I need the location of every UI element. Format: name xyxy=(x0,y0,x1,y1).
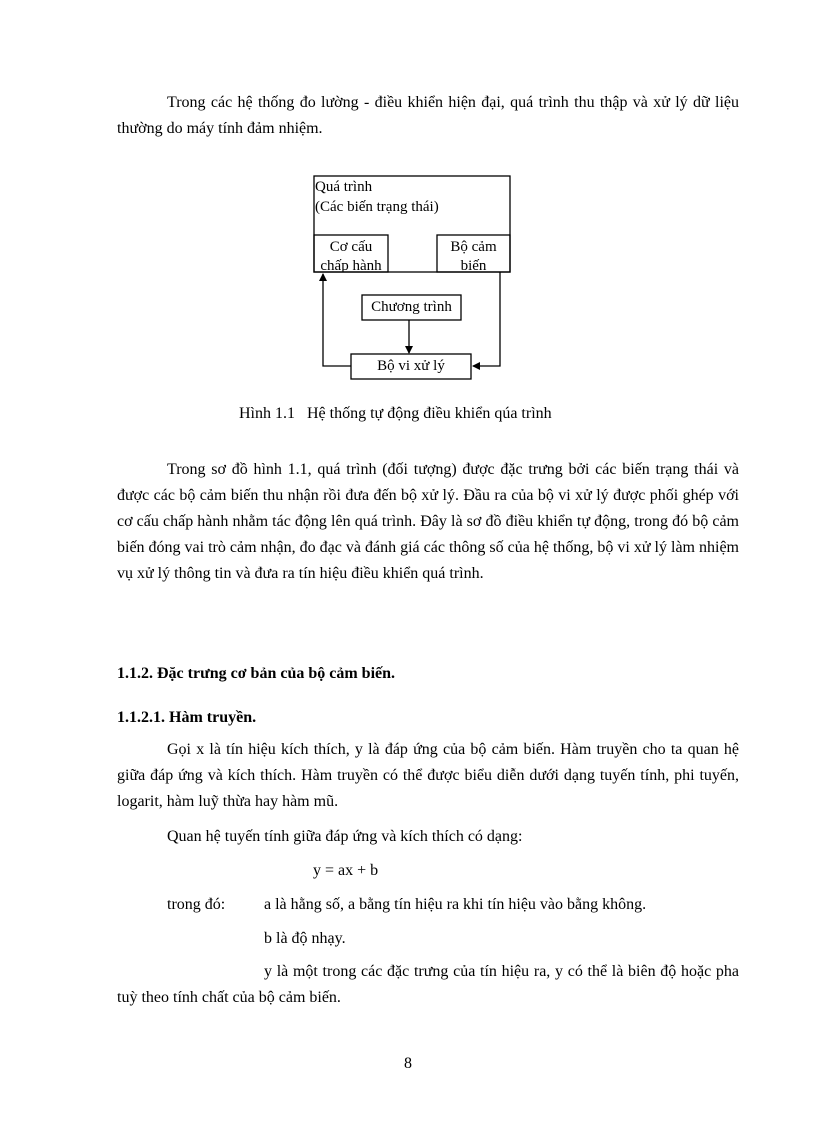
microprocessor-label: Bộ vi xử lý xyxy=(377,358,445,374)
caption-number: Hình 1.1 xyxy=(239,405,295,422)
actuator-label-line1: Cơ cấu xyxy=(329,239,373,255)
process-title: Quá trình xyxy=(315,179,373,195)
figure-caption xyxy=(239,403,552,425)
linear-relation-intro: Quan hệ tuyến tính giữa đáp ứng và kích thích có dạng: xyxy=(167,828,523,845)
where-label: trong đó: xyxy=(167,896,226,913)
cpu-to-actuator-arrow xyxy=(323,274,351,366)
equation: y = ax + b xyxy=(313,862,379,879)
actuator-label-line2: chấp hành xyxy=(320,258,382,272)
control-system-diagram xyxy=(296,168,520,388)
intro-paragraph: Trong các hệ thống đo lường - điều khiển hiện đại, quá trình thu thập và xử lý dữ liệu thường do máy tính đảm nhiệm. xyxy=(117,94,739,137)
where-y-definition: y là một trong các đặc trưng của tín hiệu ra, y có thể là biên độ hoặc pha tuỳ theo tính chất của bộ cảm biến. xyxy=(117,963,739,1006)
sensor-label-line1: Bộ cảm xyxy=(450,239,497,255)
caption-text: Hệ thống tự động điều khiển qúa trình xyxy=(307,405,552,422)
where-b-definition: b là độ nhạy. xyxy=(264,930,346,947)
section-heading: 1.1.2. Đặc trưng cơ bản của bộ cảm biến. xyxy=(117,665,396,682)
process-subtitle: (Các biến trạng thái) xyxy=(315,199,439,215)
page-number: 8 xyxy=(404,1055,412,1072)
program-label: Chương trình xyxy=(371,299,452,315)
description-paragraph: Trong sơ đồ hình 1.1, quá trình (đối tượng) được đặc trưng bởi các biến trạng thái và được các bộ cảm biến thu nhận rồi đưa đến bộ xử lý. Đầu ra của bộ vi xử lý được phối ghép với cơ cấu chấp hành nhằm tác động lên quá trình. Đây là sơ đồ điều khiển tự động, trong đó bộ cảm biến đóng vai trò cảm nhận, đo đạc và đánh giá các thông số của hệ thống, bộ vi xử lý làm nhiệm vụ xử lý thông tin và đưa ra tín hiệu điều khiển quá trình. xyxy=(117,461,739,582)
transfer-function-paragraph: Gọi x là tín hiệu kích thích, y là đáp ứng của bộ cảm biến. Hàm truyền cho ta quan hệ giữa đáp ứng và kích thích. Hàm truyền có thể được biểu diễn dưới dạng tuyến tính, phi tuyến, logarit, hàm luỹ thừa hay hàm mũ. xyxy=(117,741,739,810)
subsection-heading: 1.1.2.1. Hàm truyền. xyxy=(117,709,257,726)
sensor-label xyxy=(437,238,510,272)
sensor-to-cpu-arrow xyxy=(473,272,500,366)
sensor-label-line2: biến xyxy=(460,258,487,272)
actuator-label xyxy=(314,238,388,272)
where-a-definition: a là hằng số, a bằng tín hiệu ra khi tín hiệu vào bằng không. xyxy=(264,896,647,913)
